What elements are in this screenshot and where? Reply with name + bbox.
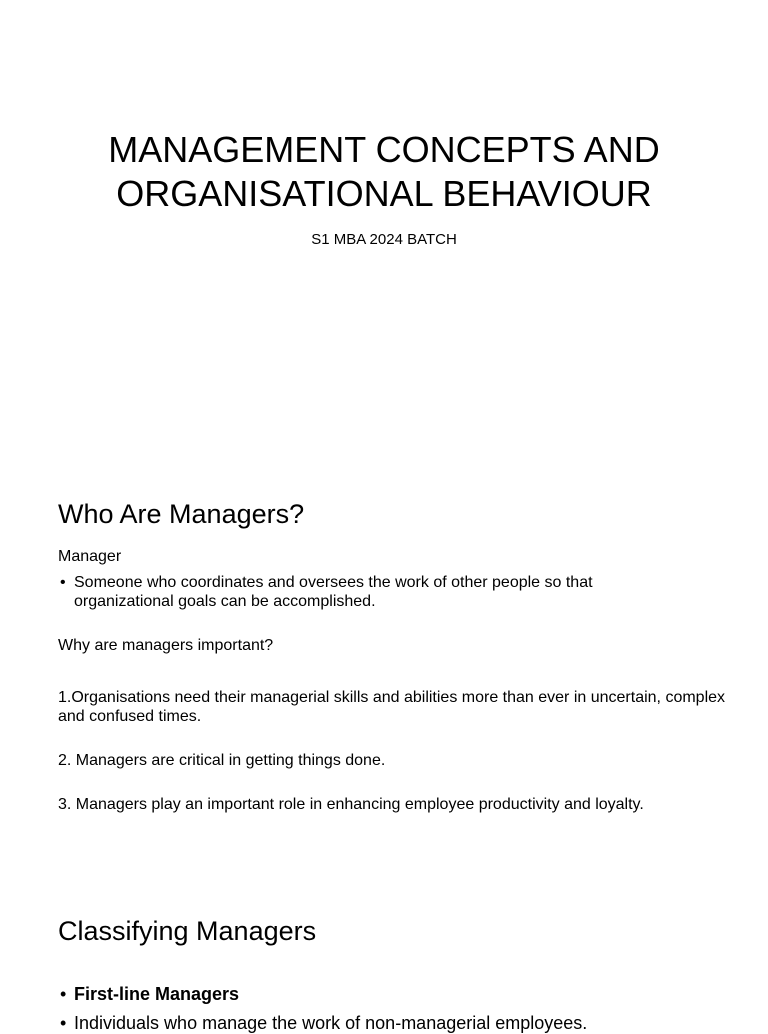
first-line-managers-description [60,1012,740,1034]
bullet-dot: • [60,1013,67,1033]
why-managers-important: Why are managers important? [58,637,274,654]
first-line-managers-bullet [60,983,740,1005]
importance-point-3: 3. Managers play an important role in enhancing employee productivity and loyalty. [58,796,644,813]
bullet-dot: • [60,574,66,591]
manager-definition-text: Someone who coordinates and oversees the work of other people so that organizational goals can be accomplished. [74,574,593,610]
manager-term: Manager [58,548,122,565]
first-line-managers-description-text: Individuals who manage the work of non-managerial employees. [74,1013,588,1033]
title-line-2: ORGANISATIONAL BEHAVIOUR [116,173,652,214]
slide-heading-who-are-managers: Who Are Managers? [58,499,305,529]
slide-heading-classifying-managers: Classifying Managers [58,916,317,946]
title-line-1: MANAGEMENT CONCEPTS AND [108,129,660,170]
first-line-managers-label: First-line Managers [74,984,240,1004]
manager-definition-bullet [60,573,660,611]
presentation-subtitle: S1 MBA 2024 BATCH [311,231,457,248]
bullet-dot: • [60,984,67,1004]
importance-point-1: 1.Organisations need their managerial skills and abilities more than ever in uncertain, complex and confused times. [58,689,726,725]
presentation-title [0,128,768,216]
importance-point-2: 2. Managers are critical in getting things done. [58,752,386,769]
